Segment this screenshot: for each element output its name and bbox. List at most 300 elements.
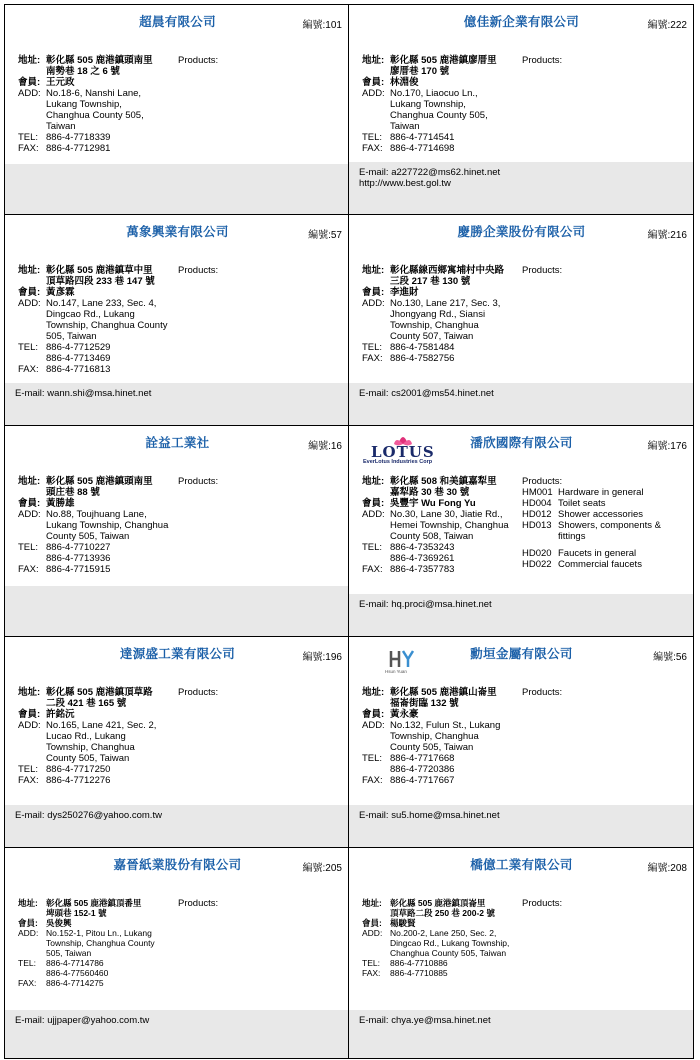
- address-en-label: [18, 753, 46, 764]
- address-en-value: No.18-6, Nanshi Lane,: [46, 88, 142, 99]
- address-zh-value: 彰化縣 505 鹿港鎮山崙里: [390, 687, 497, 698]
- address-zh-label: 地址:: [362, 265, 385, 276]
- address-en-value: No.170, Liaocuo Ln.,: [390, 88, 478, 99]
- address-zh-label: [362, 487, 390, 498]
- company-card: [4, 426, 349, 637]
- address-en: [18, 720, 178, 731]
- address-zh-value: 彰化縣 505 鹿港鎮頂草路: [46, 687, 153, 698]
- products: [522, 476, 690, 570]
- address-zh-value: 嘉犁路 30 巷 30 號: [390, 487, 470, 498]
- address-en-value: Taiwan: [46, 121, 76, 132]
- address-zh-label: [362, 66, 390, 77]
- products: [522, 55, 690, 66]
- member: [362, 709, 522, 720]
- address-en: [18, 742, 178, 753]
- address-en-label: [18, 742, 46, 753]
- address-zh-label: [18, 276, 46, 287]
- products: [522, 898, 690, 909]
- address-zh-label: [18, 908, 46, 918]
- address-en: [18, 938, 178, 948]
- address-en-label: [18, 320, 46, 331]
- fax-label: FAX:: [18, 364, 39, 375]
- product-desc: Shower accessories: [558, 509, 644, 520]
- address-en-label: [362, 531, 390, 542]
- telephone-value: 886-4-7717250: [46, 764, 111, 775]
- address-en-label: ADD:: [362, 720, 385, 731]
- address-zh: [18, 687, 178, 698]
- product-item: [522, 520, 690, 531]
- address-en: [18, 88, 178, 99]
- fax: [362, 564, 522, 575]
- telephone-label: [362, 553, 390, 564]
- email-value[interactable]: ujjpaper@yahoo.com.tw: [47, 1015, 150, 1026]
- telephone: [18, 968, 178, 978]
- address-en: [362, 520, 522, 531]
- email-label: E-mail:: [15, 388, 45, 399]
- address-en: [18, 509, 178, 520]
- address-zh-value: 彰化縣線西鄉寓埔村中央路: [390, 265, 505, 276]
- address-zh: [18, 265, 178, 276]
- address-en-value: No.147, Lane 233, Sec. 4,: [46, 298, 157, 309]
- telephone-label: TEL:: [18, 542, 39, 553]
- company-card: [349, 4, 694, 215]
- fax-label: FAX:: [18, 978, 37, 988]
- telephone: [362, 753, 522, 764]
- fax-value: 886-4-7712276: [46, 775, 111, 786]
- telephone-value: 886-4-7369261: [390, 553, 455, 564]
- email[interactable]: [359, 388, 683, 399]
- member-value: 楊駿賢: [390, 918, 416, 928]
- address-en-label: ADD:: [18, 928, 39, 938]
- member: [18, 918, 178, 928]
- contact-info: [362, 687, 522, 786]
- product-code: HD004: [522, 498, 552, 509]
- product-item: [522, 509, 690, 520]
- telephone: [18, 353, 178, 364]
- product-code: HD022: [522, 559, 552, 570]
- address-en-value: Township, Changhua: [46, 742, 135, 753]
- address-en-label: [18, 110, 46, 121]
- email[interactable]: [359, 810, 683, 821]
- address-zh: [18, 908, 178, 918]
- email-value[interactable]: a227722@ms62.hinet.net: [391, 167, 501, 178]
- fax: [18, 978, 178, 988]
- address-zh-label: [362, 908, 390, 918]
- fax-value: 886-4-7714275: [46, 978, 104, 988]
- address-zh-label: 地址:: [18, 687, 41, 698]
- member: [18, 498, 178, 509]
- address-zh-value: 彰化縣 505 鹿港鎮頂崙里: [390, 898, 486, 908]
- fax-label: FAX:: [362, 353, 383, 364]
- member: [362, 498, 522, 509]
- address-en: [18, 753, 178, 764]
- products-label: Products:: [178, 55, 219, 66]
- address-zh-label: 地址:: [18, 55, 41, 66]
- address-en-label: ADD:: [362, 298, 385, 309]
- address-en-value: Township, Changhua County: [46, 320, 168, 331]
- address-zh: [362, 265, 522, 276]
- contact-info: [18, 687, 178, 786]
- address-en: [362, 742, 522, 753]
- fax-value: 886-4-7717667: [390, 775, 455, 786]
- product-item: [522, 531, 690, 542]
- address-en-value: No.88, Toujhuang Lane,: [46, 509, 147, 520]
- email-label: E-mail:: [15, 810, 45, 821]
- hsun-yuan-logo-text: Hsun Yuan: [385, 669, 407, 674]
- contact-info: [18, 55, 178, 154]
- card-footer: [5, 383, 348, 425]
- address-en-value: Jhongyang Rd., Siansi: [390, 309, 486, 320]
- company-number: 編號:16: [308, 441, 342, 452]
- address-zh: [18, 66, 178, 77]
- member-value: 王元政: [46, 77, 75, 88]
- telephone-label: TEL:: [18, 764, 39, 775]
- telephone-label: [18, 553, 46, 564]
- address-en: [18, 531, 178, 542]
- address-en: [18, 331, 178, 342]
- member: [362, 77, 522, 88]
- telephone-label: TEL:: [362, 542, 383, 553]
- email[interactable]: [359, 599, 683, 610]
- card-footer: [349, 594, 693, 636]
- member-label: 會員:: [18, 77, 41, 88]
- company-number: 編號:176: [647, 441, 687, 452]
- email[interactable]: [359, 1015, 683, 1026]
- member: [18, 287, 178, 298]
- fax: [18, 564, 178, 575]
- address-en-value: County 505, Taiwan: [46, 531, 130, 542]
- email-value[interactable]: chya.ye@msa.hinet.net: [391, 1015, 491, 1026]
- fax-value: 886-4-7582756: [390, 353, 455, 364]
- telephone: [362, 553, 522, 564]
- card-footer: [5, 805, 348, 847]
- contact-info: [362, 476, 522, 575]
- member: [362, 287, 522, 298]
- address-en-label: [18, 309, 46, 320]
- address-en-label: [362, 331, 390, 342]
- address-en-value: County 505, Taiwan: [390, 742, 474, 753]
- address-en: [362, 99, 522, 110]
- address-zh: [362, 898, 522, 908]
- company-number: 編號:222: [647, 20, 687, 31]
- address-zh: [18, 276, 178, 287]
- email-label: E-mail:: [359, 167, 389, 178]
- fax-value: 886-4-7716813: [46, 364, 111, 375]
- email-value[interactable]: hq.proci@msa.hinet.net: [391, 599, 492, 610]
- email[interactable]: [15, 388, 338, 399]
- address-en-label: [362, 938, 390, 948]
- address-zh-value: 彰化縣 505 鹿港鎮廖厝里: [390, 55, 497, 66]
- address-en-label: [362, 731, 390, 742]
- products-label: Products:: [178, 265, 219, 276]
- product-item: [522, 548, 690, 559]
- product-code: HD020: [522, 548, 552, 559]
- address-en-label: [18, 531, 46, 542]
- telephone-label: [18, 968, 46, 978]
- address-zh-label: 地址:: [362, 898, 382, 908]
- company-name: 潘欣國際有限公司: [470, 436, 573, 450]
- email-label: E-mail:: [359, 810, 389, 821]
- telephone: [362, 958, 522, 968]
- address-zh-label: [362, 276, 390, 287]
- address-en: [362, 110, 522, 121]
- telephone-label: [362, 764, 390, 775]
- card-footer: [349, 805, 693, 847]
- telephone: [18, 764, 178, 775]
- product-item: [522, 559, 690, 570]
- address-en-value: Lucao Rd., Lukang: [46, 731, 126, 742]
- telephone-value: 886-4-7710886: [390, 958, 448, 968]
- email-label: E-mail:: [15, 1015, 45, 1026]
- company-name: 億佳新企業有限公司: [463, 15, 580, 29]
- telephone: [362, 764, 522, 775]
- telephone-value: 886-4-7713469: [46, 353, 111, 364]
- address-en-value: No.165, Lane 421, Sec. 2,: [46, 720, 157, 731]
- member-value: 吳俊興: [46, 918, 72, 928]
- company-name: 達源盛工業有限公司: [119, 647, 236, 661]
- company-card: [4, 4, 349, 215]
- telephone: [18, 342, 178, 353]
- address-en-value: No.130, Lane 217, Sec. 3,: [390, 298, 501, 309]
- fax-value: 886-4-7715915: [46, 564, 111, 575]
- member-value: 黃永豪: [390, 709, 419, 720]
- member: [18, 709, 178, 720]
- address-en-label: ADD:: [362, 928, 383, 938]
- email-label: E-mail:: [359, 1015, 389, 1026]
- member-label: 會員:: [362, 77, 385, 88]
- address-zh-value: 二段 421 巷 165 號: [46, 698, 127, 709]
- address-en-label: [18, 731, 46, 742]
- fax-label: FAX:: [362, 564, 383, 575]
- email-value[interactable]: wann.shi@msa.hinet.net: [47, 388, 152, 399]
- address-zh: [18, 487, 178, 498]
- fax-label: FAX:: [362, 968, 381, 978]
- card-footer: [5, 1010, 348, 1058]
- fax-value: 886-4-7712981: [46, 143, 111, 154]
- address-en: [18, 520, 178, 531]
- fax: [18, 775, 178, 786]
- member-value: 吳豐宇 Wu Fong Yu: [390, 498, 476, 509]
- email[interactable]: [359, 167, 683, 178]
- telephone-value: 886-4-7353243: [390, 542, 455, 553]
- company-card: [4, 848, 349, 1059]
- address-zh: [362, 908, 522, 918]
- member-value: 黃彥霖: [46, 287, 75, 298]
- address-en-value: Township, Changhua: [390, 320, 479, 331]
- address-zh-label: [18, 698, 46, 709]
- address-en-label: [18, 938, 46, 948]
- member-value: 林淵俊: [390, 77, 419, 88]
- address-en-label: ADD:: [362, 509, 385, 520]
- card-footer: [5, 586, 348, 636]
- telephone-value: 886-4-77560460: [46, 968, 109, 978]
- email-value[interactable]: su5.home@msa.hinet.net: [391, 810, 500, 821]
- address-zh-label: 地址:: [362, 55, 385, 66]
- address-en: [362, 928, 522, 938]
- products: [178, 476, 346, 487]
- address-zh-value: 彰化縣 505 鹿港鎮頭南里: [46, 55, 153, 66]
- address-en: [362, 720, 522, 731]
- address-en-value: No.152-1, Pitou Ln., Lukang: [46, 928, 152, 938]
- address-zh-value: 彰化縣 505 鹿港鎮頂番里: [46, 898, 142, 908]
- address-zh: [362, 66, 522, 77]
- telephone-value: 886-4-7712529: [46, 342, 111, 353]
- product-desc: Hardware in general: [558, 487, 644, 498]
- address-en-value: No.30, Lane 30, Jiatie Rd.,: [390, 509, 503, 520]
- company-name: 嘉晉紙業股份有限公司: [113, 858, 242, 872]
- telephone-value: 886-4-7710227: [46, 542, 111, 553]
- fax-label: FAX:: [362, 775, 383, 786]
- address-en-label: [362, 742, 390, 753]
- product-code: HD012: [522, 509, 552, 520]
- telephone: [18, 553, 178, 564]
- telephone: [362, 132, 522, 143]
- telephone-label: TEL:: [18, 342, 39, 353]
- fax: [362, 775, 522, 786]
- telephone: [362, 542, 522, 553]
- address-en-label: [18, 331, 46, 342]
- products-label: Products:: [522, 898, 563, 909]
- contact-info: [18, 265, 178, 375]
- products-label: Products:: [522, 265, 563, 276]
- member-label: 會員:: [18, 918, 38, 928]
- company-number: 編號:196: [302, 652, 342, 663]
- email[interactable]: [15, 810, 338, 821]
- products-label: Products:: [522, 476, 563, 487]
- address-en-value: Dingcao Rd., Lukang: [46, 309, 135, 320]
- address-en-label: [18, 948, 46, 958]
- telephone-label: TEL:: [362, 753, 383, 764]
- telephone-value: 886-4-7714786: [46, 958, 104, 968]
- address-en-value: Changhua County 505,: [46, 110, 144, 121]
- contact-info: [362, 265, 522, 364]
- telephone: [18, 958, 178, 968]
- email[interactable]: [15, 1015, 338, 1026]
- address-en: [18, 99, 178, 110]
- address-zh-label: [18, 487, 46, 498]
- email-label: E-mail:: [359, 388, 389, 399]
- telephone-label: TEL:: [362, 132, 383, 143]
- telephone-value: 886-4-7713936: [46, 553, 111, 564]
- address-en-value: Lukang Township, Changhua: [46, 520, 169, 531]
- address-en-label: [362, 110, 390, 121]
- address-zh-value: 彰化縣 505 鹿港鎮草中里: [46, 265, 153, 276]
- address-en-label: ADD:: [18, 720, 41, 731]
- fax-label: FAX:: [18, 775, 39, 786]
- company-number: 編號:216: [647, 230, 687, 241]
- address-en: [362, 938, 522, 948]
- address-en-label: [362, 320, 390, 331]
- address-en: [362, 331, 522, 342]
- address-zh: [362, 687, 522, 698]
- company-card: [349, 215, 694, 426]
- address-en-value: County 508, Taiwan: [390, 531, 474, 542]
- email-label: E-mail:: [359, 599, 389, 610]
- product-desc: Toilet seats: [558, 498, 606, 509]
- fax: [18, 364, 178, 375]
- company-name: 橋億工業有限公司: [470, 858, 573, 872]
- address-en-value: Dingcao Rd., Lukang Township,: [390, 938, 510, 948]
- telephone-label: TEL:: [18, 958, 36, 968]
- company-card: [349, 637, 694, 848]
- address-en: [18, 731, 178, 742]
- address-zh-label: 地址:: [18, 898, 38, 908]
- telephone-label: [18, 353, 46, 364]
- product-code: HD013: [522, 520, 552, 531]
- website-link[interactable]: http://www.best.gol.tw: [359, 178, 451, 189]
- products-label: Products:: [178, 898, 219, 909]
- contact-info: [362, 898, 522, 978]
- email-value[interactable]: cs2001@ms54.hinet.net: [391, 388, 494, 399]
- address-en-label: [18, 121, 46, 132]
- fax-label: FAX:: [18, 564, 39, 575]
- card-footer: [349, 162, 693, 214]
- company-card: [4, 637, 349, 848]
- fax-label: FAX:: [362, 143, 383, 154]
- member-label: 會員:: [18, 498, 41, 509]
- address-en-value: No.200-2, Lane 250, Sec. 2,: [390, 928, 497, 938]
- address-zh-label: [362, 698, 390, 709]
- email-value[interactable]: dys250276@yahoo.com.tw: [47, 810, 162, 821]
- address-zh: [18, 476, 178, 487]
- address-en: [362, 88, 522, 99]
- address-zh-label: 地址:: [18, 476, 41, 487]
- address-zh: [18, 55, 178, 66]
- products-label: Products:: [522, 687, 563, 698]
- address-zh: [18, 698, 178, 709]
- address-zh: [362, 476, 522, 487]
- address-en-label: [362, 520, 390, 531]
- product-code: [522, 531, 558, 542]
- address-zh-value: 頂草路四段 233 巷 147 號: [46, 276, 155, 287]
- address-en: [362, 948, 522, 958]
- address-en-value: County 507, Taiwan: [390, 331, 474, 342]
- address-zh: [362, 276, 522, 287]
- address-zh-value: 三段 217 巷 130 號: [390, 276, 471, 287]
- address-zh-value: 南勢巷 18 之 6 號: [46, 66, 120, 77]
- products-label: Products:: [178, 476, 219, 487]
- address-zh-label: 地址:: [362, 687, 385, 698]
- address-en-value: 505, Taiwan: [46, 948, 92, 958]
- address-zh: [362, 55, 522, 66]
- address-en: [362, 731, 522, 742]
- fax: [362, 353, 522, 364]
- company-card: [4, 215, 349, 426]
- member: [362, 918, 522, 928]
- address-en-value: Township, Changhua County: [46, 938, 155, 948]
- company-number: 編號:57: [308, 230, 342, 241]
- company-number: 編號:208: [647, 863, 687, 874]
- member-label: 會員:: [362, 918, 382, 928]
- telephone-value: 886-4-7718339: [46, 132, 111, 143]
- address-en: [18, 948, 178, 958]
- telephone-value: 886-4-7717668: [390, 753, 455, 764]
- address-en-label: [362, 309, 390, 320]
- card-footer: [349, 383, 693, 425]
- address-zh-value: 廖厝巷 170 號: [390, 66, 450, 77]
- contact-info: [362, 55, 522, 154]
- telephone-value: 886-4-7581484: [390, 342, 455, 353]
- address-en: [18, 121, 178, 132]
- fax: [18, 143, 178, 154]
- company-name: 慶勝企業股份有限公司: [457, 225, 586, 239]
- lotus-logo-subtitle: EverLotus Industries Corp: [363, 459, 433, 465]
- card-footer: [349, 1010, 693, 1058]
- address-en-label: [18, 99, 46, 110]
- telephone: [362, 342, 522, 353]
- company-name: 萬象興業有限公司: [126, 225, 229, 239]
- fax-value: 886-4-7357783: [390, 564, 455, 575]
